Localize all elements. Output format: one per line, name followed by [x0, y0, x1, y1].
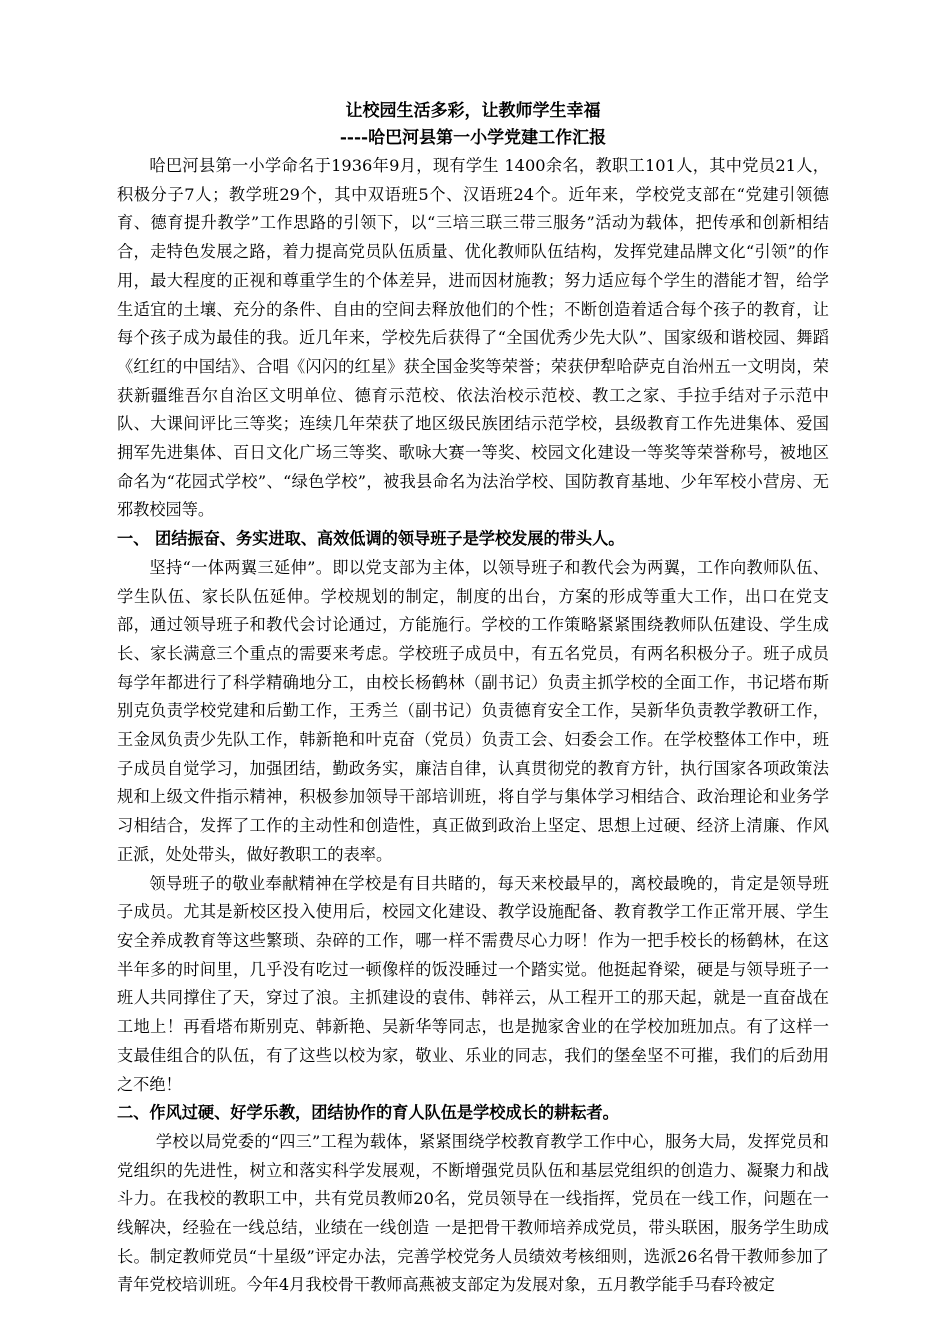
document-page	[117, 98, 829, 1300]
document-subtitle: ----哈巴河县第一小学党建工作汇报	[339, 128, 607, 148]
section-1-paragraph-2: 领导班子的敬业奉献精神在学校是有目共睹的，每天来校最早的，离校最晚的，肯定是领导班子成员。尤其是新校区投入使用后，校园文化建设、教学设施配备、教育教学工作正常开展、学生安全养成教育等这些繁琐、杂碎的工作，哪一样不需费尽心力呀！作为一把手校长的杨鹤林，在这半年多的时间里，几乎没有吃过一顿像样的饭没睡过一个踏实觉。他挺起脊梁，硬是与领导班子一班人共同撑住了天，穿过了浪。主抓建设的袁伟、韩祥云，从工程开工的那天起，就是一直奋战在工地上！再看塔布斯别克、韩新艳、吴新华等同志，也是抛家舍业的在学校加班加点。有了这样一支最佳组合的队伍，有了这些以校为家，敬业、乐业的同志，我们的堡垒坚不可摧，我们的后劲用之不绝！	[117, 873, 829, 1094]
section-2-heading: 二、作风过硬、好学乐教，团结协作的育人队伍是学校成长的耕耘者。	[117, 1103, 619, 1123]
section-1-paragraph-1: 坚持“一体两翼三延伸”。即以党支部为主体，以领导班子和教代会为两翼，工作向教师队伍、学生队伍、家长队伍延伸。学校规划的制定，制度的出台，方案的形成等重大工作，出口在党支部，通过领导班子和教代会讨论通过，方能施行。学校的工作策略紧紧围绕教师队伍建设、学生成长、家长满意三个重点的需要来考虑。学校班子成员中，有五名党员，有两名积极分子。班子成员每学年都进行了科学精确地分工，由校长杨鹤林（副书记）负责主抓学校的全面工作，书记塔布斯别克负责学校党建和后勤工作，王秀兰（副书记）负责德育安全工作，吴新华负责教学教研工作，王金凤负责少先队工作，韩新艳和叶克奋（党员）负责工会、妇委会工作。在学校整体工作中，班子成员自觉学习，加强团结，勤政务实，廉洁自律，认真贯彻党的教育方针，执行国家各项政策法规和上级文件指示精神，积极参加领导干部培训班，将自学与集体学习相结合、政治理论和业务学习相结合，发挥了工作的主动性和创造性，真正做到政治上坚定、思想上过硬、经济上清廉、作风正派，处处带头，做好教职工的表率。	[117, 557, 829, 864]
section-1-heading: 一、 团结振奋、务实进取、高效低调的领导班子是学校发展的带头人。	[117, 529, 625, 549]
document-title: 让校园生活多彩，让教师学生幸福	[345, 101, 601, 121]
section-2-paragraph-1: 学校以局党委的“四三”工程为载体，紧紧围绕学校教育教学工作中心，服务大局，发挥党员和党组织的先进性，树立和落实科学发展观，不断增强党员队伍和基层党组织的创造力、凝聚力和战斗力。在我校的教职工中，共有党员教师20名，党员领导在一线指挥，党员在一线工作，问题在一线解决，经验在一线总结，业绩在一线创造 一是把骨干教师培养成党员，带头联困，服务学生助成长。制定教师党员“十星级”评定办法，完善学校党务人员绩效考核细则，选派26名骨干教师参加了青年党校培训班。今年4月我校骨干教师高燕被支部定为发展对象，五月教学能手马春玲被定	[117, 1131, 829, 1295]
intro-paragraph: 哈巴河县第一小学命名于1936年9月，现有学生 1400余名，教职工101人，其中党员21人，积极分子7人；教学班29个，其中双语班5个、汉语班24个。近年来，学校党支部在“党建引领德育、德育提升教学”工作思路的引领下，以“三培三联三带三服务”活动为载体，把传承和创新相结合，走特色发展之路，着力提高党员队伍质量、优化教师队伍结构，发挥党建品牌文化“引领”的作用，最大程度的正视和尊重学生的个体差异，进而因材施教；努力适应每个学生的潜能才智，给学生适宜的土壤、充分的条件、自由的空间去释放他们的个性；不断创造着适合每个孩子的教育，让每个孩子成为最佳的我。近几年来，学校先后获得了“全国优秀少先大队”、国家级和谐校园、舞蹈《红红的中国结》、合唱《闪闪的红星》获全国金奖等荣誉；荣获伊犁哈萨克自治州五一文明岗，荣获新疆维吾尔自治区文明单位、德育示范校、依法治校示范校、教工之家、手拉手结对子示范中队、大课间评比三等奖；连续几年荣获了地区级民族团结示范学校，县级教育工作先进集体、爱国拥军先进集体、百日文化广场三等奖、歌咏大赛一等奖、校园文化建设一等奖等荣誉称号，被地区命名为“花园式学校”、“绿色学校”，被我县命名为法治学校、国防教育基地、少年军校小营房、无邪教校园等。	[117, 156, 829, 520]
